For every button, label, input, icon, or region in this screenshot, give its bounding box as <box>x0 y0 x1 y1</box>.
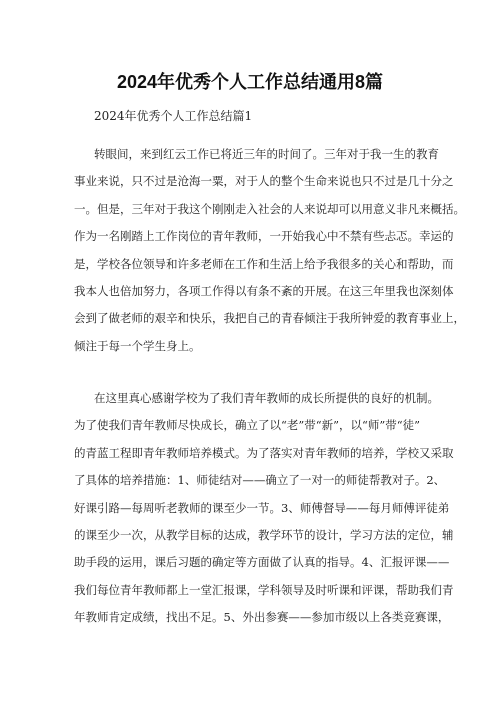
paragraph-line: 在这里真心感谢学校为了我们青年教师的成长所提供的良好的机制。 <box>94 391 439 405</box>
document-title: 2024年优秀个人工作总结通用8篇 <box>116 72 384 92</box>
paragraph-line: 一。但是，三年对于我这个刚刚走入社会的人来说却可以用意义非凡来概括。 <box>74 201 465 216</box>
paragraph-line: 年教师肯定成绩，找出不足。5、外出参赛——参加市级以上各类竞赛课， <box>74 610 450 625</box>
paragraph-line: 转眼间，来到红云工作已将近三年的时间了。三年对于我一生的教育 <box>94 147 439 161</box>
paragraph-line: 好课引路—每周听老教师的课至少一节。3、师傅督导——每月师傅评徒弟 <box>74 500 450 515</box>
paragraph-line: 的青蓝工程即青年教师培养模式。为了落实对青年教师的培养，学校又采取 <box>74 445 454 460</box>
paragraph-line: 我们每位青年教师都上一堂汇报课，学科领导及时听课和评课，帮助我们青 <box>74 582 454 597</box>
section-heading: 2024年优秀个人工作总结篇1 <box>94 109 253 123</box>
paragraph-line: 会到了做老师的艰辛和快乐，我把自己的青春倾注于我所钟爱的教育事业上， <box>74 311 465 326</box>
paragraph-line: 作为一名刚踏上工作岗位的青年教师，一开始我心中不禁有些忐忑。幸运的 <box>74 229 454 244</box>
paragraph-line: 倾注于每一个学生身上。 <box>74 338 201 353</box>
paragraph-2 <box>74 390 454 637</box>
paragraph-line: 为了使我们青年教师尽快成长，确立了以“老”带“新”，以“师”带“徒” <box>74 418 421 433</box>
paragraph-line: 我本人也倍加努力，各项工作得以有条不紊的开展。在这三年里我也深刻体 <box>74 283 454 298</box>
paragraph-line: 事业来说，只不过是沧海一粟，对于人的整个生命来说也只不过是几十分之 <box>74 174 454 189</box>
paragraph-line: 的课至少一次，从教学目标的达成，教学环节的设计，学习方法的定位，辅 <box>74 527 454 542</box>
paragraph-line: 是，学校各位领导和许多老师在工作和生活上给予我很多的关心和帮助，而 <box>74 256 454 271</box>
paragraph-1 <box>74 146 465 365</box>
paragraph-line: 了具体的培养措施：1、师徒结对——确立了一对一的师徒帮教对子。2、 <box>74 473 446 488</box>
paragraph-line: 助手段的运用，课后习题的确定等方面做了认真的指导。4、汇报评课—— <box>74 555 450 570</box>
